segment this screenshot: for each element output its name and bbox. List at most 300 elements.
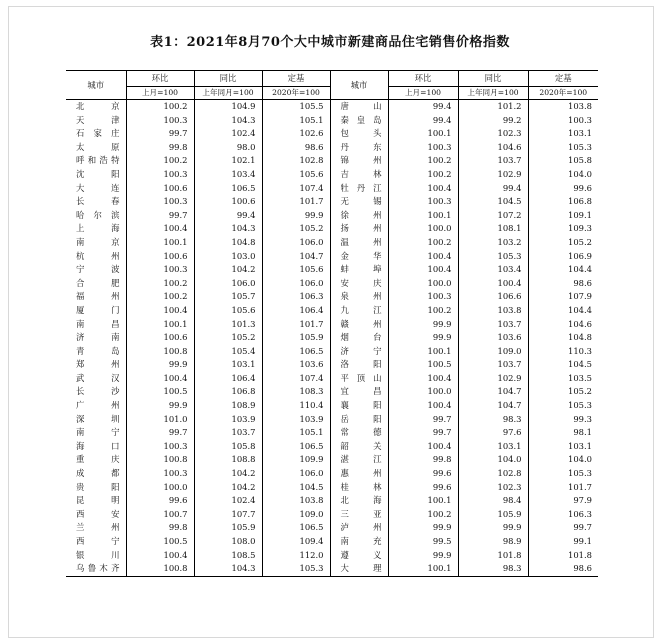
- left-yoy-cell: 108.9: [194, 399, 262, 413]
- table-row: [66, 413, 598, 427]
- left-mom-cell: 100.8: [126, 345, 194, 359]
- left-base-cell: 105.6: [262, 168, 330, 182]
- right-city-cell: 韶关: [330, 440, 388, 454]
- left-city-cell: 西安: [76, 508, 120, 519]
- right-city-cell: 扬州: [330, 222, 388, 236]
- right-mom-cell: 100.2: [388, 236, 458, 250]
- left-yoy-cell: 99.4: [194, 209, 262, 223]
- right-mom-cell: 100.4: [388, 250, 458, 264]
- left-city-cell: 长春: [76, 196, 120, 207]
- right-mom-cell: 100.3: [388, 290, 458, 304]
- left-city-cell: 长沙: [76, 386, 120, 397]
- table-row: [66, 195, 598, 209]
- right-mom-cell: 99.9: [388, 549, 458, 563]
- right-base-cell: 97.9: [528, 494, 598, 508]
- right-mom-cell: 100.0: [388, 385, 458, 399]
- right-city-cell: 金华: [330, 250, 388, 264]
- right-yoy-cell: 103.7: [458, 154, 528, 168]
- right-mom-cell: 100.4: [388, 372, 458, 386]
- table-row: [66, 154, 598, 168]
- right-city-cell: 平顶山: [330, 372, 388, 386]
- left-mom-cell: 100.3: [126, 114, 194, 128]
- right-base-cell: 100.3: [528, 114, 598, 128]
- left-base-cell: 109.0: [262, 508, 330, 522]
- table-row: [66, 114, 598, 128]
- right-yoy-cell: 104.6: [458, 141, 528, 155]
- right-mom-cell: 100.1: [388, 494, 458, 508]
- right-base-cell: 98.6: [528, 277, 598, 291]
- subheader-base-left: 2020年=100: [262, 87, 330, 100]
- left-base-cell: 105.1: [262, 114, 330, 128]
- left-yoy-cell: 106.4: [194, 372, 262, 386]
- table-row: [66, 290, 598, 304]
- right-yoy-cell: 98.3: [458, 562, 528, 576]
- left-mom-cell: 100.8: [126, 562, 194, 576]
- left-base-cell: 112.0: [262, 549, 330, 563]
- left-yoy-cell: 105.8: [194, 440, 262, 454]
- left-yoy-cell: 102.4: [194, 494, 262, 508]
- header-yoy-left: 同比: [194, 71, 262, 87]
- left-yoy-cell: 105.2: [194, 331, 262, 345]
- left-yoy-cell: 103.7: [194, 426, 262, 440]
- right-base-cell: 98.6: [528, 562, 598, 576]
- left-mom-cell: 100.8: [126, 453, 194, 467]
- left-city-cell: 北京: [76, 101, 120, 111]
- right-yoy-cell: 104.5: [458, 195, 528, 209]
- left-mom-cell: 99.7: [126, 209, 194, 223]
- right-base-cell: 98.1: [528, 426, 598, 440]
- table-row: [66, 453, 598, 467]
- right-yoy-cell: 103.6: [458, 331, 528, 345]
- right-yoy-cell: 100.4: [458, 277, 528, 291]
- left-city-cell: 昆明: [76, 495, 120, 506]
- table-row: [66, 304, 598, 318]
- right-base-cell: 106.9: [528, 250, 598, 264]
- left-mom-cell: 100.4: [126, 222, 194, 236]
- left-yoy-cell: 101.3: [194, 318, 262, 332]
- left-yoy-cell: 102.1: [194, 154, 262, 168]
- left-base-cell: 106.0: [262, 236, 330, 250]
- left-mom-cell: 99.8: [126, 141, 194, 155]
- right-base-cell: 106.8: [528, 195, 598, 209]
- right-yoy-cell: 98.3: [458, 413, 528, 427]
- left-base-cell: 106.5: [262, 521, 330, 535]
- left-mom-cell: 100.6: [126, 182, 194, 196]
- left-city-cell: 乌鲁木齐: [66, 562, 126, 576]
- table-row: [66, 399, 598, 413]
- right-base-cell: 105.8: [528, 154, 598, 168]
- header-mom-left: 环比: [126, 71, 194, 87]
- right-mom-cell: 99.9: [388, 331, 458, 345]
- right-yoy-cell: 103.7: [458, 358, 528, 372]
- right-yoy-cell: 102.8: [458, 467, 528, 481]
- left-base-cell: 105.3: [262, 562, 330, 576]
- header-mom-right: 环比: [388, 71, 458, 87]
- left-city-cell: 济南: [76, 332, 120, 343]
- left-yoy-cell: 106.0: [194, 277, 262, 291]
- right-base-cell: 109.3: [528, 222, 598, 236]
- right-base-cell: 99.6: [528, 182, 598, 196]
- right-base-cell: 103.1: [528, 440, 598, 454]
- left-yoy-cell: 104.3: [194, 114, 262, 128]
- left-base-cell: 106.0: [262, 277, 330, 291]
- right-city-cell: 丹东: [330, 141, 388, 155]
- table-row: [66, 508, 598, 522]
- left-yoy-cell: 98.0: [194, 141, 262, 155]
- left-mom-cell: 100.0: [126, 481, 194, 495]
- right-city-cell: 三亚: [330, 508, 388, 522]
- left-mom-cell: 100.5: [126, 535, 194, 549]
- left-base-cell: 101.7: [262, 318, 330, 332]
- left-base-cell: 105.2: [262, 222, 330, 236]
- table-row: [66, 127, 598, 141]
- table-row: [66, 168, 598, 182]
- right-city-cell: 宜昌: [330, 385, 388, 399]
- right-city-cell: 赣州: [330, 318, 388, 332]
- left-city-cell: 广州: [76, 400, 120, 411]
- right-mom-cell: 99.9: [388, 318, 458, 332]
- right-base-cell: 99.7: [528, 521, 598, 535]
- left-city-cell: 南京: [76, 236, 120, 247]
- left-city-cell: 太原: [76, 141, 120, 152]
- left-base-cell: 106.4: [262, 304, 330, 318]
- right-yoy-cell: 102.3: [458, 127, 528, 141]
- right-yoy-cell: 104.7: [458, 385, 528, 399]
- left-yoy-cell: 108.0: [194, 535, 262, 549]
- left-city-cell: 天津: [76, 114, 120, 125]
- right-yoy-cell: 102.9: [458, 168, 528, 182]
- left-base-cell: 99.9: [262, 209, 330, 223]
- right-yoy-cell: 101.2: [458, 100, 528, 114]
- right-city-cell: 安庆: [330, 277, 388, 291]
- left-yoy-cell: 104.2: [194, 481, 262, 495]
- left-mom-cell: 99.8: [126, 521, 194, 535]
- left-mom-cell: 100.2: [126, 100, 194, 114]
- left-base-cell: 107.4: [262, 182, 330, 196]
- left-yoy-cell: 105.4: [194, 345, 262, 359]
- left-yoy-cell: 104.2: [194, 467, 262, 481]
- right-city-cell: 徐州: [330, 209, 388, 223]
- right-base-cell: 104.8: [528, 331, 598, 345]
- right-base-cell: 106.3: [528, 508, 598, 522]
- header-city-right: 城市: [330, 71, 388, 100]
- price-index-table: [66, 70, 598, 577]
- left-city-cell: 兰州: [76, 522, 120, 533]
- right-yoy-cell: 106.6: [458, 290, 528, 304]
- right-yoy-cell: 103.2: [458, 236, 528, 250]
- left-base-cell: 106.0: [262, 467, 330, 481]
- table-row: [66, 521, 598, 535]
- right-base-cell: 105.3: [528, 399, 598, 413]
- right-city-cell: 吉林: [330, 168, 388, 182]
- left-yoy-cell: 105.7: [194, 290, 262, 304]
- table-row: [66, 426, 598, 440]
- right-base-cell: 104.0: [528, 168, 598, 182]
- table-row: [66, 318, 598, 332]
- right-base-cell: 104.6: [528, 318, 598, 332]
- right-city-cell: 北海: [330, 494, 388, 508]
- left-city-cell: 南昌: [76, 318, 120, 329]
- left-base-cell: 103.6: [262, 358, 330, 372]
- left-city-cell: 重庆: [76, 454, 120, 465]
- right-yoy-cell: 101.8: [458, 549, 528, 563]
- right-city-cell: 秦皇岛: [330, 114, 388, 128]
- right-mom-cell: 99.6: [388, 467, 458, 481]
- right-mom-cell: 100.0: [388, 222, 458, 236]
- right-base-cell: 101.7: [528, 481, 598, 495]
- left-yoy-cell: 103.4: [194, 168, 262, 182]
- table-row: [66, 277, 598, 291]
- left-mom-cell: 100.5: [126, 385, 194, 399]
- left-mom-cell: 99.7: [126, 127, 194, 141]
- left-city-cell: 成都: [76, 468, 120, 479]
- right-yoy-cell: 108.1: [458, 222, 528, 236]
- header-base-left: 定基: [262, 71, 330, 87]
- left-city-cell: 郑州: [76, 359, 120, 370]
- left-yoy-cell: 105.9: [194, 521, 262, 535]
- right-base-cell: 105.2: [528, 236, 598, 250]
- left-city-cell: 贵阳: [76, 481, 120, 492]
- left-mom-cell: 100.7: [126, 508, 194, 522]
- right-base-cell: 105.2: [528, 385, 598, 399]
- right-base-cell: 105.3: [528, 141, 598, 155]
- right-yoy-cell: 102.9: [458, 372, 528, 386]
- right-base-cell: 99.1: [528, 535, 598, 549]
- left-mom-cell: 100.4: [126, 372, 194, 386]
- right-mom-cell: 100.1: [388, 345, 458, 359]
- right-base-cell: 103.1: [528, 127, 598, 141]
- left-base-cell: 109.9: [262, 453, 330, 467]
- left-yoy-cell: 108.8: [194, 453, 262, 467]
- left-yoy-cell: 103.9: [194, 413, 262, 427]
- table-row: [66, 141, 598, 155]
- right-mom-cell: 100.4: [388, 399, 458, 413]
- left-yoy-cell: 104.3: [194, 562, 262, 576]
- right-city-cell: 南充: [330, 535, 388, 549]
- right-mom-cell: 99.4: [388, 100, 458, 114]
- left-city-cell: 青岛: [76, 345, 120, 356]
- left-mom-cell: 100.3: [126, 263, 194, 277]
- left-mom-cell: 99.9: [126, 399, 194, 413]
- right-city-cell: 九江: [330, 304, 388, 318]
- right-city-cell: 惠州: [330, 467, 388, 481]
- table-row: [66, 209, 598, 223]
- right-mom-cell: 99.9: [388, 521, 458, 535]
- left-city-cell: 呼和浩特: [76, 155, 120, 166]
- left-base-cell: 103.9: [262, 413, 330, 427]
- left-city-cell: 哈尔滨: [76, 209, 120, 220]
- left-mom-cell: 100.1: [126, 236, 194, 250]
- subheader-mom-left: 上月=100: [126, 87, 194, 100]
- left-yoy-cell: 103.1: [194, 358, 262, 372]
- table-row: [66, 345, 598, 359]
- left-city-cell: 大连: [76, 182, 120, 193]
- right-base-cell: 109.1: [528, 209, 598, 223]
- right-mom-cell: 99.8: [388, 453, 458, 467]
- left-base-cell: 108.3: [262, 385, 330, 399]
- left-city-cell: 南宁: [76, 427, 120, 438]
- right-mom-cell: 100.4: [388, 182, 458, 196]
- table-body: [66, 100, 598, 577]
- left-yoy-cell: 104.2: [194, 263, 262, 277]
- left-mom-cell: 101.0: [126, 413, 194, 427]
- left-yoy-cell: 103.0: [194, 250, 262, 264]
- right-mom-cell: 100.4: [388, 263, 458, 277]
- right-mom-cell: 100.0: [388, 277, 458, 291]
- left-city-cell: 武汉: [76, 372, 120, 383]
- left-mom-cell: 99.9: [126, 358, 194, 372]
- right-city-cell: 湛江: [330, 453, 388, 467]
- left-yoy-cell: 107.7: [194, 508, 262, 522]
- right-mom-cell: 100.2: [388, 508, 458, 522]
- right-base-cell: 104.4: [528, 263, 598, 277]
- right-city-cell: 桂林: [330, 481, 388, 495]
- subheader-yoy-right: 上年同月=100: [458, 87, 528, 100]
- right-yoy-cell: 104.0: [458, 453, 528, 467]
- table-row: [66, 372, 598, 386]
- right-base-cell: 104.0: [528, 453, 598, 467]
- left-city-cell: 杭州: [76, 250, 120, 261]
- left-mom-cell: 100.3: [126, 168, 194, 182]
- right-city-cell: 襄阳: [330, 399, 388, 413]
- table-row: [66, 250, 598, 264]
- left-base-cell: 106.5: [262, 440, 330, 454]
- right-yoy-cell: 99.9: [458, 521, 528, 535]
- right-mom-cell: 100.2: [388, 154, 458, 168]
- right-mom-cell: 100.3: [388, 195, 458, 209]
- right-mom-cell: 100.2: [388, 304, 458, 318]
- left-base-cell: 104.7: [262, 250, 330, 264]
- right-mom-cell: 99.7: [388, 413, 458, 427]
- left-mom-cell: 100.3: [126, 467, 194, 481]
- right-city-cell: 唐山: [330, 100, 388, 114]
- table-row: [66, 549, 598, 563]
- left-yoy-cell: 106.8: [194, 385, 262, 399]
- right-mom-cell: 100.4: [388, 440, 458, 454]
- table-row: [66, 358, 598, 372]
- subheader-mom-right: 上月=100: [388, 87, 458, 100]
- right-yoy-cell: 98.9: [458, 535, 528, 549]
- left-yoy-cell: 104.9: [194, 100, 262, 114]
- right-yoy-cell: 103.4: [458, 263, 528, 277]
- left-base-cell: 102.6: [262, 127, 330, 141]
- left-base-cell: 107.4: [262, 372, 330, 386]
- right-yoy-cell: 104.7: [458, 399, 528, 413]
- subheader-yoy-left: 上年同月=100: [194, 87, 262, 100]
- left-yoy-cell: 102.4: [194, 127, 262, 141]
- right-base-cell: 105.3: [528, 467, 598, 481]
- right-yoy-cell: 98.4: [458, 494, 528, 508]
- left-base-cell: 109.4: [262, 535, 330, 549]
- left-base-cell: 101.7: [262, 195, 330, 209]
- right-yoy-cell: 102.3: [458, 481, 528, 495]
- right-city-cell: 大理: [330, 562, 388, 576]
- right-city-cell: 岳阳: [330, 413, 388, 427]
- right-base-cell: 104.5: [528, 358, 598, 372]
- right-city-cell: 牡丹江: [330, 182, 388, 196]
- right-city-cell: 洛阳: [330, 358, 388, 372]
- left-mom-cell: 100.4: [126, 549, 194, 563]
- table-row: [66, 236, 598, 250]
- table-row: [66, 100, 598, 114]
- page-title: 表1：2021年8月70个大中城市新建商品住宅销售价格指数: [150, 35, 510, 50]
- left-base-cell: 106.3: [262, 290, 330, 304]
- right-base-cell: 110.3: [528, 345, 598, 359]
- left-city-cell: 石家庄: [76, 128, 120, 139]
- table-row: [66, 222, 598, 236]
- left-base-cell: 102.8: [262, 154, 330, 168]
- left-yoy-cell: 104.8: [194, 236, 262, 250]
- right-yoy-cell: 109.0: [458, 345, 528, 359]
- right-city-cell: 包头: [330, 127, 388, 141]
- table-row: [66, 182, 598, 196]
- right-city-cell: 泸州: [330, 521, 388, 535]
- right-yoy-cell: 105.9: [458, 508, 528, 522]
- right-base-cell: 107.9: [528, 290, 598, 304]
- right-city-cell: 泉州: [330, 290, 388, 304]
- left-mom-cell: 100.2: [126, 154, 194, 168]
- right-mom-cell: 99.4: [388, 114, 458, 128]
- left-base-cell: 105.6: [262, 263, 330, 277]
- table-row: [66, 385, 598, 399]
- left-mom-cell: 100.6: [126, 331, 194, 345]
- right-base-cell: 103.5: [528, 372, 598, 386]
- left-mom-cell: 100.3: [126, 195, 194, 209]
- right-city-cell: 烟台: [330, 331, 388, 345]
- right-mom-cell: 99.7: [388, 426, 458, 440]
- table-row: [66, 440, 598, 454]
- left-mom-cell: 99.7: [126, 426, 194, 440]
- right-city-cell: 遵义: [330, 549, 388, 563]
- right-mom-cell: 99.6: [388, 481, 458, 495]
- table-row: [66, 494, 598, 508]
- left-base-cell: 103.8: [262, 494, 330, 508]
- left-city-cell: 宁波: [76, 264, 120, 275]
- left-yoy-cell: 108.5: [194, 549, 262, 563]
- table-row: [66, 481, 598, 495]
- right-yoy-cell: 103.1: [458, 440, 528, 454]
- right-yoy-cell: 103.7: [458, 318, 528, 332]
- left-mom-cell: 100.1: [126, 318, 194, 332]
- right-yoy-cell: 107.2: [458, 209, 528, 223]
- left-mom-cell: 100.2: [126, 290, 194, 304]
- table-row: [66, 535, 598, 549]
- header-base-right: 定基: [528, 71, 598, 87]
- header-yoy-right: 同比: [458, 71, 528, 87]
- right-mom-cell: 100.3: [388, 141, 458, 155]
- left-base-cell: 98.6: [262, 141, 330, 155]
- table-row: [66, 331, 598, 345]
- left-city-cell: 海口: [76, 440, 120, 451]
- right-mom-cell: 99.5: [388, 535, 458, 549]
- left-base-cell: 105.9: [262, 331, 330, 345]
- left-base-cell: 110.4: [262, 399, 330, 413]
- left-base-cell: 105.1: [262, 426, 330, 440]
- subheader-base-right: 2020年=100: [528, 87, 598, 100]
- right-mom-cell: 100.5: [388, 358, 458, 372]
- table-row: [66, 467, 598, 481]
- right-mom-cell: 100.2: [388, 168, 458, 182]
- left-base-cell: 106.5: [262, 345, 330, 359]
- right-city-cell: 温州: [330, 236, 388, 250]
- table-row: [66, 263, 598, 277]
- right-mom-cell: 100.1: [388, 562, 458, 576]
- right-city-cell: 锦州: [330, 154, 388, 168]
- right-base-cell: 101.8: [528, 549, 598, 563]
- left-mom-cell: 99.6: [126, 494, 194, 508]
- left-mom-cell: 100.6: [126, 250, 194, 264]
- table-row: [66, 562, 598, 576]
